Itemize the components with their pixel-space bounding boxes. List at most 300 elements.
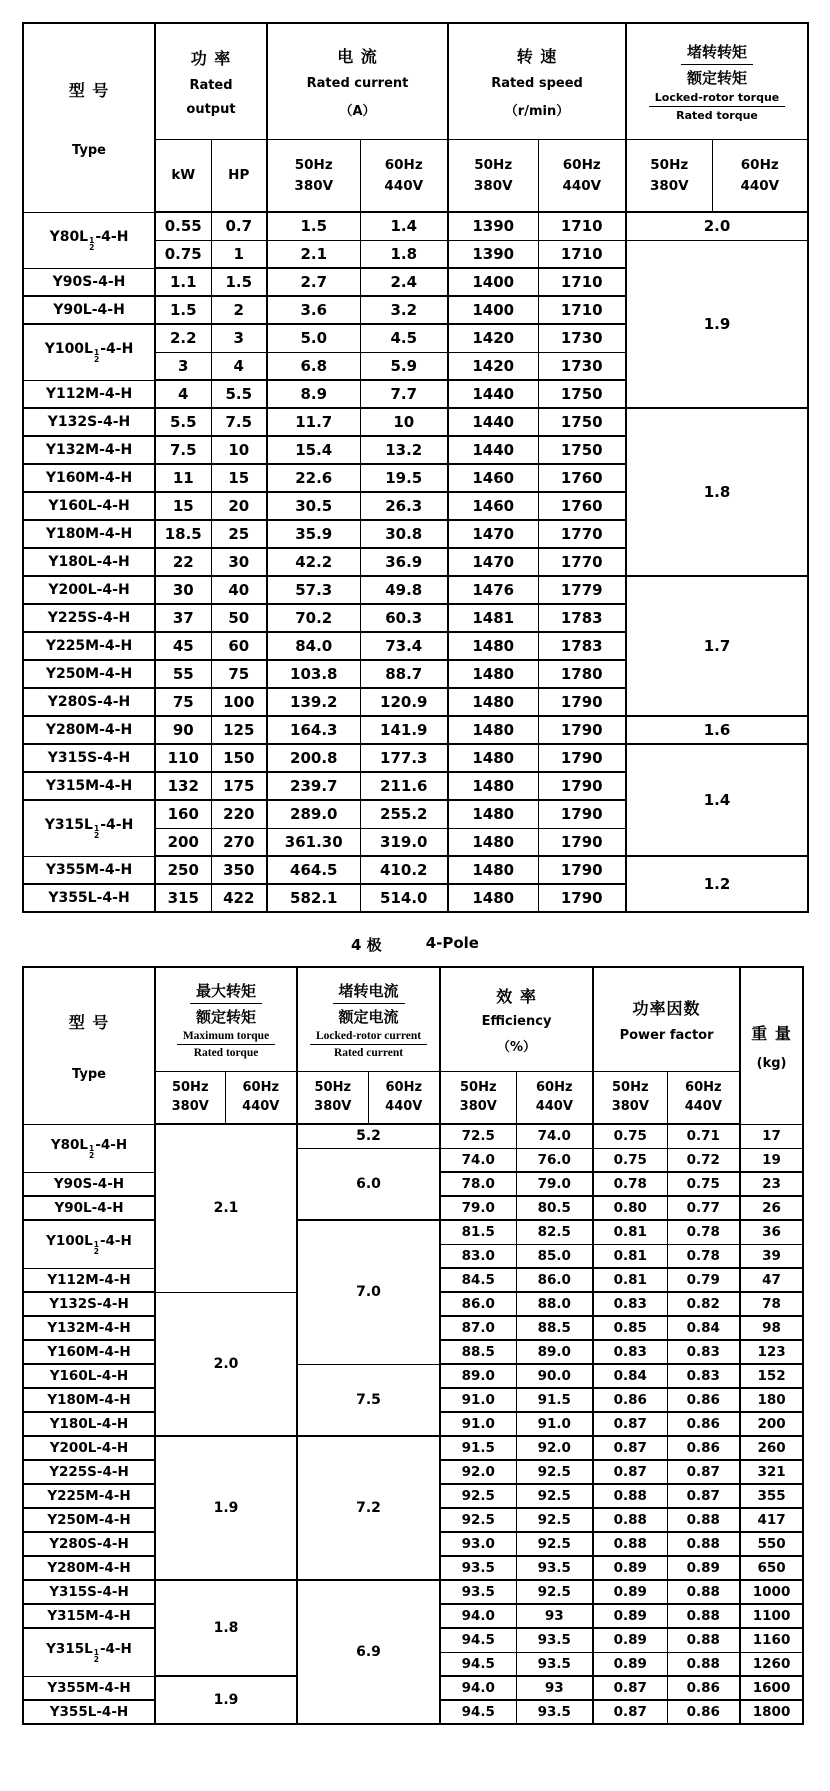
pole-label-en: 4-Pole (425, 934, 479, 952)
data-cell: 81.5 (440, 1220, 516, 1244)
data-cell: 6.8 (267, 352, 360, 380)
data-cell: 1710 (538, 212, 626, 240)
data-cell: 37 (155, 604, 211, 632)
data-cell: 3.6 (267, 296, 360, 324)
eff-50hz-subheader: 50Hz 380V (440, 1071, 516, 1124)
data-cell: 464.5 (267, 856, 360, 884)
motor-type-cell: Y315M-4-H (23, 772, 155, 800)
data-cell: 0.83 (667, 1364, 740, 1388)
rated-current-header: 电 流 Rated current （A） (267, 23, 448, 139)
data-cell: 30 (211, 548, 267, 576)
data-cell: 15 (155, 492, 211, 520)
data-cell: 0.79 (667, 1268, 740, 1292)
data-cell: 1470 (448, 548, 538, 576)
data-cell: 141.9 (360, 716, 448, 744)
motor-type-cell: Y315S-4-H (23, 744, 155, 772)
data-cell: 1470 (448, 520, 538, 548)
data-cell: 1790 (538, 800, 626, 828)
data-cell: 1600 (740, 1676, 803, 1700)
data-cell: 319.0 (360, 828, 448, 856)
data-cell: 0.87 (667, 1460, 740, 1484)
motor-type-cell: Y132S-4-H (23, 408, 155, 436)
data-cell: 289.0 (267, 800, 360, 828)
motor-type-cell: Y100L 1 2 -4-H (23, 1220, 155, 1268)
motor-spec-table-performance (22, 966, 804, 1725)
data-cell: 1750 (538, 436, 626, 464)
rated-speed-header: 转 速 Rated speed （r/min） (448, 23, 626, 139)
data-cell: 0.88 (667, 1628, 740, 1652)
motor-type-cell: Y280M-4-H (23, 716, 155, 744)
data-cell: 139.2 (267, 688, 360, 716)
data-cell: 123 (740, 1340, 803, 1364)
motor-type-cell: Y200L-4-H (23, 1436, 155, 1460)
lrc-50hz-subheader: 50Hz 380V (297, 1071, 368, 1124)
data-cell: 1400 (448, 268, 538, 296)
data-cell: 89.0 (516, 1340, 593, 1364)
data-cell: 91.0 (440, 1412, 516, 1436)
motor-type-cell: Y315S-4-H (23, 1580, 155, 1604)
data-cell: 355 (740, 1484, 803, 1508)
data-cell: 1460 (448, 464, 538, 492)
data-cell: 200.8 (267, 744, 360, 772)
eff-60hz-subheader: 60Hz 440V (516, 1071, 593, 1124)
data-cell: 72.5 (440, 1124, 516, 1148)
motor-type-cell: Y160L-4-H (23, 492, 155, 520)
data-cell: 75 (211, 660, 267, 688)
data-cell: 7.5 (155, 436, 211, 464)
data-cell: 1.4 (360, 212, 448, 240)
motor-type-cell: Y355M-4-H (23, 856, 155, 884)
data-cell: 1770 (538, 520, 626, 548)
data-cell: 1480 (448, 828, 538, 856)
data-cell: 92.0 (516, 1436, 593, 1460)
data-cell: 250 (155, 856, 211, 884)
data-cell: 1481 (448, 604, 538, 632)
data-cell: 0.87 (593, 1436, 667, 1460)
motor-type-cell: Y90L-4-H (23, 1196, 155, 1220)
data-cell: 410.2 (360, 856, 448, 884)
data-cell: 5.9 (360, 352, 448, 380)
data-cell: 30 (155, 576, 211, 604)
data-cell: 1790 (538, 884, 626, 912)
data-cell: 270 (211, 828, 267, 856)
data-cell: 0.78 (667, 1220, 740, 1244)
data-cell: 91.0 (440, 1388, 516, 1412)
data-cell: 47 (740, 1268, 803, 1292)
max-torque-ratio-header: 最大转矩 额定转矩 Maximum torque Rated torque (155, 967, 297, 1071)
locked-rotor-current-ratio-cell: 5.2 (297, 1124, 440, 1148)
data-cell: 1783 (538, 632, 626, 660)
data-cell: 0.87 (593, 1460, 667, 1484)
data-cell: 91.5 (516, 1388, 593, 1412)
data-cell: 422 (211, 884, 267, 912)
data-cell: 70.2 (267, 604, 360, 632)
locked-rotor-torque-ratio-cell: 1.6 (626, 716, 808, 744)
data-cell: 60 (211, 632, 267, 660)
data-cell: 93.5 (440, 1556, 516, 1580)
ratings-table-body (23, 212, 808, 912)
data-cell: 1400 (448, 296, 538, 324)
data-cell: 211.6 (360, 772, 448, 800)
data-cell: 1480 (448, 660, 538, 688)
max-torque-ratio-cell: 1.8 (155, 1580, 297, 1676)
data-cell: 30.8 (360, 520, 448, 548)
data-cell: 76.0 (516, 1148, 593, 1172)
data-cell: 98 (740, 1316, 803, 1340)
motor-type-cell: Y250M-4-H (23, 1508, 155, 1532)
data-cell: 1710 (538, 296, 626, 324)
data-cell: 0.89 (667, 1556, 740, 1580)
data-cell: 5.5 (211, 380, 267, 408)
data-cell: 75 (155, 688, 211, 716)
max-torque-ratio-cell: 1.9 (155, 1436, 297, 1580)
data-cell: 88.5 (440, 1340, 516, 1364)
motor-type-cell: Y80L 1 2 -4-H (23, 212, 155, 268)
data-cell: 0.83 (593, 1292, 667, 1316)
motor-type-cell: Y180M-4-H (23, 520, 155, 548)
motor-type-cell: Y80L 1 2 -4-H (23, 1124, 155, 1172)
data-cell: 93.5 (516, 1556, 593, 1580)
data-cell: 177.3 (360, 744, 448, 772)
data-cell: 13.2 (360, 436, 448, 464)
data-cell: 0.86 (667, 1388, 740, 1412)
data-cell: 2.7 (267, 268, 360, 296)
data-cell: 1730 (538, 352, 626, 380)
data-cell: 120.9 (360, 688, 448, 716)
data-cell: 2.4 (360, 268, 448, 296)
locked-rotor-torque-ratio-cell: 1.2 (626, 856, 808, 912)
data-cell: 0.86 (667, 1676, 740, 1700)
motor-type-cell: Y180L-4-H (23, 1412, 155, 1436)
data-cell: 1800 (740, 1700, 803, 1724)
data-cell: 20 (211, 492, 267, 520)
motor-type-cell: Y132M-4-H (23, 1316, 155, 1340)
type-column-header (23, 23, 155, 212)
data-cell: 1480 (448, 800, 538, 828)
data-cell: 0.87 (667, 1484, 740, 1508)
data-cell: 0.86 (667, 1412, 740, 1436)
data-cell: 1730 (538, 324, 626, 352)
motor-type-cell: Y200L-4-H (23, 576, 155, 604)
data-cell: 1476 (448, 576, 538, 604)
data-cell: 17 (740, 1124, 803, 1148)
locked-rotor-torque-ratio-cell: 1.8 (626, 408, 808, 576)
data-cell: 78 (740, 1292, 803, 1316)
data-cell: 11.7 (267, 408, 360, 436)
data-cell: 1760 (538, 464, 626, 492)
data-cell: 26.3 (360, 492, 448, 520)
data-cell: 0.78 (667, 1244, 740, 1268)
data-cell: 0.88 (667, 1604, 740, 1628)
pole-label-zh: 4 极 (351, 936, 382, 954)
data-cell: 19 (740, 1148, 803, 1172)
data-cell: 10 (211, 436, 267, 464)
data-cell: 91.0 (516, 1412, 593, 1436)
maxt-60hz-subheader: 60Hz 440V (225, 1071, 297, 1124)
locked-rotor-torque-ratio-cell: 2.0 (626, 212, 808, 240)
data-cell: 86.0 (440, 1292, 516, 1316)
data-cell: 150 (211, 744, 267, 772)
motor-type-cell: Y160M-4-H (23, 1340, 155, 1364)
data-cell: 60.3 (360, 604, 448, 632)
data-cell: 93.5 (516, 1700, 593, 1724)
data-cell: 92.5 (516, 1484, 593, 1508)
data-cell: 3.2 (360, 296, 448, 324)
data-cell: 22 (155, 548, 211, 576)
data-cell: 93.5 (440, 1580, 516, 1604)
data-cell: 94.5 (440, 1628, 516, 1652)
data-cell: 50 (211, 604, 267, 632)
locked-rotor-torque-ratio-cell: 1.9 (626, 240, 808, 408)
data-cell: 1 (211, 240, 267, 268)
speed-50hz-subheader: 50Hz 380V (448, 139, 538, 212)
data-cell: 0.87 (593, 1676, 667, 1700)
data-cell: 49.8 (360, 576, 448, 604)
data-cell: 10 (360, 408, 448, 436)
motor-type-cell: Y90S-4-H (23, 268, 155, 296)
motor-type-cell: Y100L 1 2 -4-H (23, 324, 155, 380)
current-60hz-subheader: 60Hz 440V (360, 139, 448, 212)
data-cell: 79.0 (516, 1172, 593, 1196)
data-cell: 152 (740, 1364, 803, 1388)
data-cell: 39 (740, 1244, 803, 1268)
data-cell: 220 (211, 800, 267, 828)
motor-type-cell: Y180M-4-H (23, 1388, 155, 1412)
speed-60hz-subheader: 60Hz 440V (538, 139, 626, 212)
data-cell: 1.8 (360, 240, 448, 268)
locked-rotor-current-ratio-cell: 6.9 (297, 1580, 440, 1724)
data-cell: 0.75 (593, 1124, 667, 1148)
data-cell: 93 (516, 1676, 593, 1700)
locked-rotor-torque-ratio-header: 堵转转矩 额定转矩 Locked-rotor torque Rated torque (626, 23, 808, 139)
data-cell: 8.9 (267, 380, 360, 408)
data-cell: 89.0 (440, 1364, 516, 1388)
current-50hz-subheader: 50Hz 380V (267, 139, 360, 212)
data-cell: 1100 (740, 1604, 803, 1628)
motor-type-cell: Y315L 1 2 -4-H (23, 800, 155, 856)
motor-type-cell: Y355L-4-H (23, 884, 155, 912)
data-cell: 0.84 (667, 1316, 740, 1340)
data-cell: 1783 (538, 604, 626, 632)
motor-type-cell: Y280M-4-H (23, 1556, 155, 1580)
data-cell: 103.8 (267, 660, 360, 688)
performance-table-body (23, 1124, 803, 1724)
data-cell: 1790 (538, 744, 626, 772)
data-cell: 1770 (538, 548, 626, 576)
data-cell: 0.72 (667, 1148, 740, 1172)
data-cell: 94.0 (440, 1676, 516, 1700)
motor-type-cell: Y160L-4-H (23, 1364, 155, 1388)
data-cell: 175 (211, 772, 267, 800)
data-cell: 92.0 (440, 1460, 516, 1484)
data-cell: 1790 (538, 772, 626, 800)
data-cell: 55 (155, 660, 211, 688)
data-cell: 1480 (448, 632, 538, 660)
data-cell: 1440 (448, 408, 538, 436)
data-cell: 4 (155, 380, 211, 408)
data-cell: 160 (155, 800, 211, 828)
data-cell: 0.81 (593, 1268, 667, 1292)
data-cell: 45 (155, 632, 211, 660)
data-cell: 514.0 (360, 884, 448, 912)
type-header-en: Type (72, 142, 106, 158)
data-cell: 0.88 (593, 1508, 667, 1532)
data-cell: 350 (211, 856, 267, 884)
data-cell: 88.5 (516, 1316, 593, 1340)
data-cell: 0.78 (593, 1172, 667, 1196)
data-cell: 125 (211, 716, 267, 744)
data-cell: 0.89 (593, 1580, 667, 1604)
data-cell: 94.5 (440, 1652, 516, 1676)
locked-rotor-current-ratio-cell: 7.0 (297, 1220, 440, 1364)
data-cell: 1480 (448, 688, 538, 716)
data-cell: 164.3 (267, 716, 360, 744)
data-cell: 92.5 (516, 1580, 593, 1604)
data-cell: 1480 (448, 856, 538, 884)
data-cell: 74.0 (516, 1124, 593, 1148)
type-column-header: 型 号 Type (23, 967, 155, 1124)
data-cell: 0.71 (667, 1124, 740, 1148)
motor-type-cell: Y225S-4-H (23, 1460, 155, 1484)
motor-type-cell: Y90S-4-H (23, 1172, 155, 1196)
data-cell: 25 (211, 520, 267, 548)
data-cell: 180 (740, 1388, 803, 1412)
efficiency-header: 效 率 Efficiency （%） (440, 967, 593, 1071)
motor-type-cell: Y250M-4-H (23, 660, 155, 688)
data-cell: 2.2 (155, 324, 211, 352)
data-cell: 1480 (448, 716, 538, 744)
data-cell: 36.9 (360, 548, 448, 576)
data-cell: 92.5 (440, 1484, 516, 1508)
data-cell: 582.1 (267, 884, 360, 912)
data-cell: 79.0 (440, 1196, 516, 1220)
data-cell: 85.0 (516, 1244, 593, 1268)
data-cell: 86.0 (516, 1268, 593, 1292)
data-cell: 36 (740, 1220, 803, 1244)
motor-type-cell: Y180L-4-H (23, 548, 155, 576)
data-cell: 7.5 (211, 408, 267, 436)
data-cell: 87.0 (440, 1316, 516, 1340)
torque-60hz-subheader: 60Hz 440V (712, 139, 808, 212)
data-cell: 19.5 (360, 464, 448, 492)
data-cell: 0.80 (593, 1196, 667, 1220)
motor-type-cell: Y90L-4-H (23, 296, 155, 324)
data-cell: 1480 (448, 884, 538, 912)
data-cell: 1480 (448, 772, 538, 800)
data-cell: 1779 (538, 576, 626, 604)
motor-type-cell: Y160M-4-H (23, 464, 155, 492)
data-cell: 82.5 (516, 1220, 593, 1244)
data-cell: 1790 (538, 688, 626, 716)
motor-type-cell: Y112M-4-H (23, 380, 155, 408)
data-cell: 1420 (448, 324, 538, 352)
data-cell: 5.5 (155, 408, 211, 436)
data-cell: 88.7 (360, 660, 448, 688)
torque-50hz-subheader: 50Hz 380V (626, 139, 712, 212)
data-cell: 90.0 (516, 1364, 593, 1388)
data-cell: 0.88 (667, 1580, 740, 1604)
data-cell: 1000 (740, 1580, 803, 1604)
motor-type-cell: Y225S-4-H (23, 604, 155, 632)
data-cell: 0.84 (593, 1364, 667, 1388)
data-cell: 200 (740, 1412, 803, 1436)
data-cell: 2 (211, 296, 267, 324)
data-cell: 239.7 (267, 772, 360, 800)
data-cell: 3 (155, 352, 211, 380)
power-factor-header: 功率因数 Power factor (593, 967, 740, 1071)
data-cell: 1750 (538, 408, 626, 436)
pf-60hz-subheader: 60Hz 440V (667, 1071, 740, 1124)
data-cell: 93.0 (440, 1532, 516, 1556)
data-cell: 315 (155, 884, 211, 912)
rated-output-header: 功 率 Rated output (155, 23, 267, 139)
data-cell: 92.5 (516, 1532, 593, 1556)
data-cell: 0.82 (667, 1292, 740, 1316)
data-cell: 57.3 (267, 576, 360, 604)
data-cell: 84.5 (440, 1268, 516, 1292)
data-cell: 1790 (538, 716, 626, 744)
data-cell: 1780 (538, 660, 626, 688)
data-cell: 1440 (448, 436, 538, 464)
lrc-60hz-subheader: 60Hz 440V (368, 1071, 440, 1124)
data-cell: 18.5 (155, 520, 211, 548)
data-cell: 80.5 (516, 1196, 593, 1220)
data-cell: 1480 (448, 744, 538, 772)
data-cell: 0.88 (593, 1484, 667, 1508)
data-cell: 0.83 (593, 1340, 667, 1364)
data-cell: 0.75 (155, 240, 211, 268)
motor-type-cell: Y132S-4-H (23, 1292, 155, 1316)
motor-type-cell: Y355L-4-H (23, 1700, 155, 1724)
pf-50hz-subheader: 50Hz 380V (593, 1071, 667, 1124)
data-cell: 100 (211, 688, 267, 716)
data-cell: 255.2 (360, 800, 448, 828)
data-cell: 321 (740, 1460, 803, 1484)
data-cell: 0.86 (667, 1700, 740, 1724)
data-cell: 93.5 (516, 1628, 593, 1652)
data-cell: 0.89 (593, 1604, 667, 1628)
locked-rotor-current-ratio-cell: 7.2 (297, 1436, 440, 1580)
max-torque-ratio-cell: 2.0 (155, 1292, 297, 1436)
data-cell: 650 (740, 1556, 803, 1580)
data-cell: 260 (740, 1436, 803, 1460)
data-cell: 74.0 (440, 1148, 516, 1172)
data-cell: 92.5 (516, 1508, 593, 1532)
data-cell: 22.6 (267, 464, 360, 492)
data-cell: 0.81 (593, 1244, 667, 1268)
data-cell: 361.30 (267, 828, 360, 856)
locked-rotor-current-ratio-header: 堵转电流 额定电流 Locked-rotor current Rated current (297, 967, 440, 1071)
data-cell: 1440 (448, 380, 538, 408)
data-cell: 1260 (740, 1652, 803, 1676)
data-cell: 1710 (538, 240, 626, 268)
data-cell: 0.7 (211, 212, 267, 240)
data-cell: 0.87 (593, 1412, 667, 1436)
data-cell: 91.5 (440, 1436, 516, 1460)
data-cell: 0.77 (667, 1196, 740, 1220)
data-cell: 200 (155, 828, 211, 856)
data-cell: 0.86 (593, 1388, 667, 1412)
data-cell: 88.0 (516, 1292, 593, 1316)
data-cell: 4.5 (360, 324, 448, 352)
data-cell: 15 (211, 464, 267, 492)
data-cell: 0.83 (667, 1340, 740, 1364)
data-cell: 1390 (448, 240, 538, 268)
data-cell: 1.5 (155, 296, 211, 324)
data-cell: 0.75 (593, 1148, 667, 1172)
data-cell: 1.1 (155, 268, 211, 296)
data-cell: 417 (740, 1508, 803, 1532)
